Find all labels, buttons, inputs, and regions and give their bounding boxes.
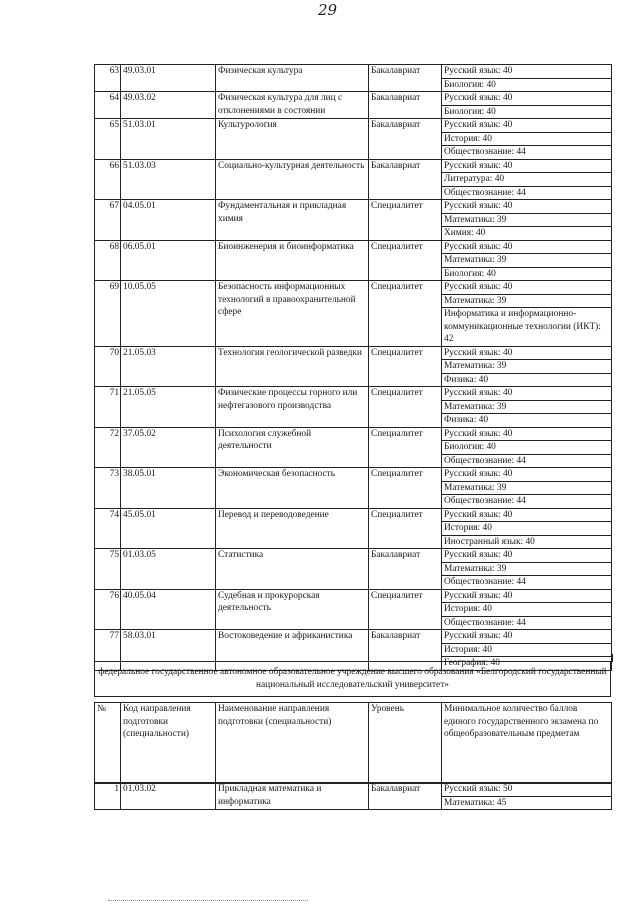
subject-min-score: Русский язык: 40 [442, 387, 612, 401]
row-number: 68 [95, 240, 121, 281]
subject-min-score: Русский язык: 40 [442, 65, 612, 79]
program-level: Специалитет [369, 468, 442, 509]
program-level: Бакалавриат [369, 119, 442, 160]
scan-artifact [108, 900, 308, 901]
table-row [95, 240, 612, 254]
program-name: Безопасность информационных технологий в правоохранительной сфере [216, 281, 369, 347]
program-level: Специалитет [369, 508, 442, 549]
program-name: Перевод и переводоведение [216, 508, 369, 549]
subject-min-score: Русский язык: 40 [442, 281, 612, 295]
subject-min-score: Русский язык: 40 [442, 119, 612, 133]
subject-min-score: Русский язык: 40 [442, 427, 612, 441]
header-name: Наименование направления подготовки (специальности) [216, 703, 369, 784]
subject-min-score: История: 40 [442, 132, 612, 146]
subject-min-score: Русский язык: 40 [442, 549, 612, 563]
row-number: 1 [95, 783, 121, 810]
program-code: 49.03.01 [121, 65, 216, 92]
subject-min-score: Русский язык: 40 [442, 589, 612, 603]
program-name: Биоинженерия и биоинформатика [216, 240, 369, 281]
new-table-header [94, 702, 612, 784]
program-code: 01.03.05 [121, 549, 216, 590]
subject-min-score: Русский язык: 50 [442, 783, 612, 797]
program-name: Экономическая безопасность [216, 468, 369, 509]
program-name: Социально-культурная деятельность [216, 159, 369, 200]
row-number: 67 [95, 200, 121, 241]
subject-min-score: Математика: 39 [442, 400, 612, 414]
row-number: 69 [95, 281, 121, 347]
subject-min-score: Русский язык: 40 [442, 92, 612, 106]
subject-min-score: Биология: 40 [442, 441, 612, 455]
subject-min-score: Литература: 40 [442, 173, 612, 187]
row-number: 64 [95, 92, 121, 119]
page-number: 29 [318, 1, 338, 19]
table-row [95, 92, 612, 106]
row-number: 73 [95, 468, 121, 509]
program-name: Статистика [216, 549, 369, 590]
row-number: 72 [95, 427, 121, 468]
row-number: 71 [95, 387, 121, 428]
subject-min-score: Обществознание: 44 [442, 495, 612, 509]
table-row [95, 468, 612, 482]
subject-min-score: Русский язык: 40 [442, 200, 612, 214]
subject-min-score: Биология: 40 [442, 267, 612, 281]
program-level: Специалитет [369, 427, 442, 468]
subject-min-score: Биология: 40 [442, 78, 612, 92]
subject-min-score: Русский язык: 40 [442, 508, 612, 522]
table-row [95, 281, 612, 295]
table-row [95, 508, 612, 522]
program-name: Физическая культура для лиц с отклонениями в состоянии [216, 92, 369, 119]
subject-min-score: Математика: 45 [442, 796, 612, 810]
row-number: 77 [95, 630, 121, 671]
program-code: 40.05.04 [121, 589, 216, 630]
program-level: Бакалавриат [369, 92, 442, 119]
header-min-score: Минимальное количество баллов единого государственного экзамена по общеобразовательным предметам [442, 703, 612, 784]
subject-min-score: История: 40 [442, 643, 612, 657]
subject-min-score: История: 40 [442, 522, 612, 536]
program-level: Бакалавриат [369, 549, 442, 590]
subject-min-score: Обществознание: 44 [442, 454, 612, 468]
program-code: 38.05.01 [121, 468, 216, 509]
subject-min-score: Информатика и информационно-коммуникационные технологии (ИКТ): 42 [442, 308, 612, 347]
program-name: Судебная и прокурорская деятельность [216, 589, 369, 630]
program-level: Специалитет [369, 200, 442, 241]
subject-min-score: География: 40 [442, 657, 612, 671]
program-level: Специалитет [369, 346, 442, 387]
subject-min-score: Русский язык: 40 [442, 468, 612, 482]
subject-min-score: Русский язык: 40 [442, 240, 612, 254]
program-name: Прикладная математика и информатика [216, 783, 369, 810]
subject-min-score: Русский язык: 40 [442, 346, 612, 360]
subject-min-score: Математика: 39 [442, 254, 612, 268]
program-code: 06.05.01 [121, 240, 216, 281]
table-row [95, 119, 612, 133]
program-code: 37.05.02 [121, 427, 216, 468]
program-level: Специалитет [369, 589, 442, 630]
row-number: 76 [95, 589, 121, 630]
program-level: Специалитет [369, 387, 442, 428]
program-code: 21.05.05 [121, 387, 216, 428]
subject-min-score: Математика: 39 [442, 562, 612, 576]
header-code: Код направления подготовки (специальности) [121, 703, 216, 784]
program-code: 51.03.01 [121, 119, 216, 160]
row-number: 66 [95, 159, 121, 200]
program-name: Технология геологической разведки [216, 346, 369, 387]
subject-min-score: Обществознание: 44 [442, 186, 612, 200]
program-level: Бакалавриат [369, 65, 442, 92]
subject-min-score: Физика: 40 [442, 414, 612, 428]
program-level: Специалитет [369, 240, 442, 281]
program-code: 21.05.03 [121, 346, 216, 387]
row-number: 70 [95, 346, 121, 387]
program-code: 49.03.02 [121, 92, 216, 119]
program-name: Культурология [216, 119, 369, 160]
program-code: 01.03.02 [121, 783, 216, 810]
table-row [95, 427, 612, 441]
admission-table [94, 64, 612, 671]
table-row [95, 589, 612, 603]
row-number: 65 [95, 119, 121, 160]
table-row [95, 200, 612, 214]
table-row [95, 346, 612, 360]
program-code: 10.05.05 [121, 281, 216, 347]
row-number: 74 [95, 508, 121, 549]
program-name: Физическая культура [216, 65, 369, 92]
row-number: 75 [95, 549, 121, 590]
subject-min-score: Математика: 39 [442, 481, 612, 495]
subject-min-score: Химия: 40 [442, 227, 612, 241]
program-level: Бакалавриат [369, 630, 442, 671]
subject-min-score: Математика: 39 [442, 213, 612, 227]
subject-min-score: Русский язык: 40 [442, 159, 612, 173]
table-row [95, 549, 612, 563]
program-code: 58.03.01 [121, 630, 216, 671]
program-level: Бакалавриат [369, 159, 442, 200]
program-code: 45.05.01 [121, 508, 216, 549]
program-code: 51.03.03 [121, 159, 216, 200]
new-admission-table [94, 782, 612, 810]
table-row [95, 387, 612, 401]
organization-heading: федеральное государственное автономное образовательное учреждение высшего образования «Белгородский государственный национальный исследовательский университет» [94, 661, 611, 697]
table-row [95, 630, 612, 644]
subject-min-score: История: 40 [442, 603, 612, 617]
program-name: Фундаментальная и прикладная химия [216, 200, 369, 241]
subject-min-score: Математика: 39 [442, 294, 612, 308]
header-num: № [95, 703, 121, 784]
program-code: 04.05.01 [121, 200, 216, 241]
subject-min-score: Обществознание: 44 [442, 576, 612, 590]
table-row [95, 65, 612, 79]
subject-min-score: Обществознание: 44 [442, 146, 612, 160]
program-name: Психология служебной деятельности [216, 427, 369, 468]
program-level: Бакалавриат [369, 783, 442, 810]
subject-min-score: Обществознание: 44 [442, 616, 612, 630]
program-level: Специалитет [369, 281, 442, 347]
subject-min-score: Физика: 40 [442, 373, 612, 387]
row-number: 63 [95, 65, 121, 92]
subject-min-score: Иностранный язык: 40 [442, 535, 612, 549]
program-name: Физические процессы горного или нефтегазового производства [216, 387, 369, 428]
subject-min-score: Математика: 39 [442, 360, 612, 374]
subject-min-score: Русский язык: 40 [442, 630, 612, 644]
header-row [95, 703, 612, 784]
subject-min-score: Биология: 40 [442, 105, 612, 119]
table-row [95, 159, 612, 173]
program-name: Востоковедение и африканистика [216, 630, 369, 671]
header-level: Уровень [369, 703, 442, 784]
table-row [95, 783, 612, 797]
